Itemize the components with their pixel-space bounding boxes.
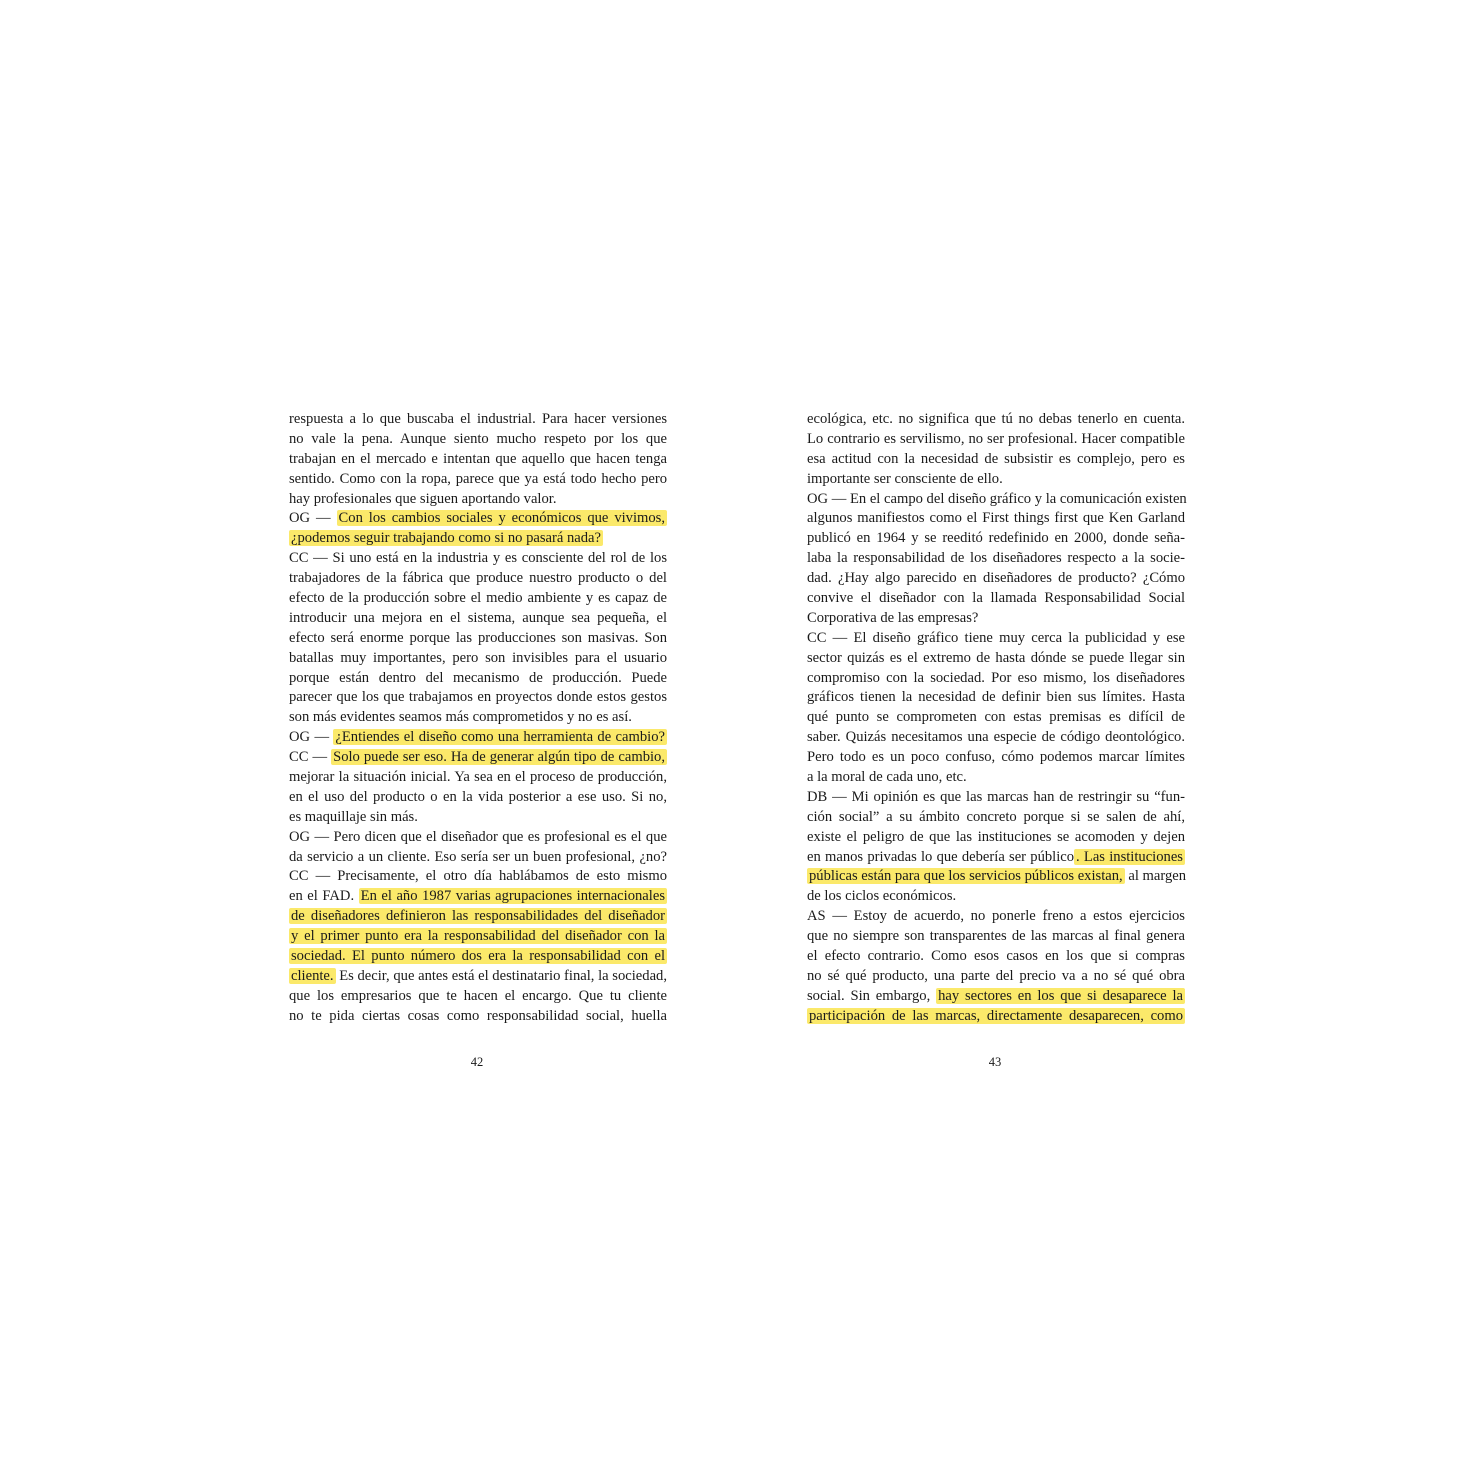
- text-line: [807, 450, 1185, 470]
- text-line: [289, 589, 667, 609]
- line-text: mejorar la situación inicial. Ya sea en el proceso de producción,: [289, 769, 667, 786]
- text-line: [807, 867, 1185, 887]
- line-text: en manos privadas lo que debería ser público: [807, 848, 1075, 865]
- left-page-text: [289, 410, 667, 1027]
- text-line: [289, 927, 667, 947]
- text-line: [807, 788, 1185, 808]
- highlighted-text: . Las instituciones: [1076, 848, 1183, 865]
- line-text: ecológica, etc. no significa que tú no debas tenerlo en cuenta.: [807, 411, 1185, 427]
- text-line: [289, 808, 667, 828]
- text-line: [289, 1007, 667, 1027]
- line-text: CC — El diseño gráfico tiene muy cerca la publicidad y ese: [807, 629, 1185, 646]
- highlighted-text: cliente.: [291, 967, 334, 984]
- text-line: [289, 768, 667, 788]
- line-text: existe el peligro de que las instituciones se acomoden y dejen: [807, 828, 1185, 845]
- highlighted-text: y el primer punto era la responsabilidad del diseñador con la: [291, 928, 665, 945]
- text-line: [289, 887, 667, 907]
- text-line: [807, 430, 1185, 450]
- line-text: da servicio a un cliente. Eso sería ser un buen profesional, ¿no?: [289, 848, 667, 865]
- line-text: el efecto contrario. Como esos casos en los que si compras: [807, 948, 1185, 965]
- highlighted-text: hay sectores en los que si desaparece la: [938, 987, 1183, 1004]
- highlighted-text: públicas están para que los servicios públicos existan,: [809, 868, 1123, 885]
- text-line: [807, 688, 1185, 708]
- text-line: [807, 1007, 1185, 1027]
- line-text: trabajan en el mercado e intentan que aquello que hacen tenga: [289, 450, 667, 467]
- line-text: OG — En el campo del diseño gráfico y la comunicación existen: [807, 490, 1187, 507]
- page-number-left: 42: [470, 1055, 484, 1069]
- text-line: [289, 728, 667, 748]
- text-line: [807, 669, 1185, 689]
- line-text: CC —: [289, 749, 332, 766]
- text-line: [289, 509, 667, 529]
- text-line: [289, 569, 667, 589]
- line-text: en el uso del producto o en la vida posterior a ese uso. Si no,: [289, 788, 667, 805]
- line-text: CC — Si uno está en la industria y es consciente del rol de los: [289, 550, 667, 567]
- line-text: en el FAD.: [289, 888, 359, 905]
- text-line: [807, 490, 1185, 510]
- line-text: no te pida ciertas cosas como responsabilidad social, huella: [289, 1007, 667, 1024]
- text-line: [289, 828, 667, 848]
- line-text: respuesta a lo que buscaba el industrial. Para hacer versiones: [289, 411, 667, 427]
- highlighted-text: Con los cambios sociales y económicos que vivimos,: [338, 510, 665, 527]
- line-text: OG — Pero dicen que el diseñador que es profesional es el que: [289, 828, 667, 845]
- text-line: [807, 569, 1185, 589]
- text-line: [289, 450, 667, 470]
- line-text: batallas muy importantes, pero son invisibles para el usuario: [289, 649, 667, 666]
- highlighted-text: ¿podemos seguir trabajando como si no pasará nada?: [291, 530, 602, 547]
- line-text: sentido. Como con la ropa, parece que ya está todo hecho pero: [289, 470, 667, 487]
- text-line: [807, 987, 1185, 1007]
- text-line: [289, 947, 667, 967]
- text-line: [807, 649, 1185, 669]
- line-text: que los empresarios que te hacen el encargo. Que tu cliente: [289, 987, 667, 1004]
- text-line: [807, 828, 1185, 848]
- text-line: [807, 708, 1185, 728]
- line-text: gráficos tienen la necesidad de definir bien sus límites. Hasta: [807, 689, 1185, 706]
- text-line: [289, 410, 667, 430]
- text-line: [807, 808, 1185, 828]
- line-text: sector quizás es el extremo de hasta dónde se puede llegar sin: [807, 649, 1185, 666]
- line-text: Lo contrario es servilismo, no ser profesional. Hacer compatible: [807, 430, 1185, 447]
- right-page-text: [807, 410, 1185, 1027]
- line-text: importante ser consciente de ello.: [807, 470, 1003, 487]
- text-line: [807, 927, 1185, 947]
- text-line: [289, 629, 667, 649]
- text-line: [807, 629, 1185, 649]
- line-text: compromiso con la sociedad. Por eso mismo, los diseñadores: [807, 669, 1185, 686]
- text-line: [807, 947, 1185, 967]
- text-line: [807, 907, 1185, 927]
- text-line: [289, 867, 667, 887]
- line-text: a la moral de cada uno, etc.: [807, 769, 967, 786]
- text-line: [289, 748, 667, 768]
- highlighted-text: sociedad. El punto número dos era la responsabilidad con el: [291, 948, 665, 965]
- text-line: [289, 669, 667, 689]
- line-text: de los ciclos económicos.: [807, 888, 957, 905]
- highlighted-text: de diseñadores definieron las responsabilidades del diseñador: [291, 908, 665, 925]
- text-line: [289, 430, 667, 450]
- line-text: publicó en 1964 y se reeditó redefinido en 2000, donde seña-: [807, 530, 1185, 547]
- text-line: [289, 470, 667, 490]
- text-line: [289, 848, 667, 868]
- text-line: [289, 987, 667, 1007]
- highlighted-text: participación de las marcas, directamente desaparecen, como: [809, 1007, 1183, 1024]
- text-line: [289, 688, 667, 708]
- text-line: [289, 649, 667, 669]
- text-line: [807, 768, 1185, 788]
- text-line: [807, 848, 1185, 868]
- line-text: al margen: [1124, 868, 1187, 885]
- line-text: que no siempre son transparentes de las marcas al final genera: [807, 928, 1185, 945]
- line-text: convive el diseñador con la llamada Responsabilidad Social: [807, 590, 1185, 607]
- text-line: [807, 589, 1185, 609]
- line-text: laba la responsabilidad de los diseñadores respecto a la socie-: [807, 550, 1185, 567]
- text-line: [807, 529, 1185, 549]
- line-text: qué punto se comprometen con estas premisas es difícil de: [807, 709, 1185, 726]
- line-text: efecto de la producción sobre el medio ambiente y es capaz de: [289, 590, 667, 607]
- line-text: OG —: [289, 510, 337, 527]
- highlighted-text: ¿Entiendes el diseño como una herramienta de cambio?: [335, 729, 665, 746]
- text-line: [289, 529, 667, 549]
- line-text: no sé qué producto, una parte del precio va a no sé qué obra: [807, 967, 1185, 984]
- text-line: [807, 748, 1185, 768]
- line-text: DB — Mi opinión es que las marcas han de restringir su “fun-: [807, 788, 1185, 805]
- line-text: dad. ¿Hay algo parecido en diseñadores de producto? ¿Cómo: [807, 570, 1185, 587]
- highlighted-text: Solo puede ser eso. Ha de generar algún tipo de cambio,: [333, 749, 665, 766]
- highlighted-text: En el año 1987 varias agrupaciones internacionales: [360, 888, 665, 905]
- line-text: AS — Estoy de acuerdo, no ponerle freno a estos ejercicios: [807, 908, 1185, 925]
- text-line: [289, 788, 667, 808]
- line-text: son más evidentes seamos más comprometidos y no es así.: [289, 709, 632, 726]
- page-number-right: 43: [988, 1055, 1002, 1069]
- line-text: es maquillaje sin más.: [289, 808, 418, 825]
- line-text: Pero todo es un poco confuso, cómo podemos marcar límites: [807, 749, 1185, 766]
- text-line: [289, 490, 667, 510]
- line-text: ción social” a su ámbito concreto porque si se salen de ahí,: [807, 808, 1185, 825]
- text-line: [807, 509, 1185, 529]
- line-text: trabajadores de la fábrica que produce nuestro producto o del: [289, 570, 667, 587]
- line-text: porque están dentro del mecanismo de producción. Puede: [289, 669, 667, 686]
- line-text: Es decir, que antes está el destinatario final, la sociedad,: [335, 967, 667, 984]
- line-text: efecto será enorme porque las producciones son masivas. Son: [289, 629, 667, 646]
- line-text: saber. Quizás necesitamos una especie de código deontológico.: [807, 729, 1185, 746]
- text-line: [289, 609, 667, 629]
- text-line: [807, 609, 1185, 629]
- line-text: CC — Precisamente, el otro día hablábamos de esto mismo: [289, 868, 667, 885]
- text-line: [289, 708, 667, 728]
- line-text: parecer que los que trabajamos en proyectos donde estos gestos: [289, 689, 667, 706]
- line-text: hay profesionales que siguen aportando valor.: [289, 490, 557, 507]
- text-line: [807, 967, 1185, 987]
- text-line: [289, 549, 667, 569]
- line-text: social. Sin embargo,: [807, 987, 937, 1004]
- text-line: [807, 410, 1185, 430]
- line-text: algunos manifiestos como el First things first que Ken Garland: [807, 510, 1185, 527]
- line-text: OG —: [289, 729, 334, 746]
- line-text: Corporativa de las empresas?: [807, 609, 979, 626]
- text-line: [807, 728, 1185, 748]
- text-line: [289, 907, 667, 927]
- text-line: [807, 887, 1185, 907]
- text-line: [807, 470, 1185, 490]
- text-line: [807, 549, 1185, 569]
- line-text: no vale la pena. Aunque siento mucho respeto por los que: [289, 430, 667, 447]
- text-line: [289, 967, 667, 987]
- line-text: introducir una mejora en el sistema, aunque sea pequeña, el: [289, 609, 667, 626]
- line-text: esa actitud con la necesidad de subsistir es complejo, pero es: [807, 450, 1185, 467]
